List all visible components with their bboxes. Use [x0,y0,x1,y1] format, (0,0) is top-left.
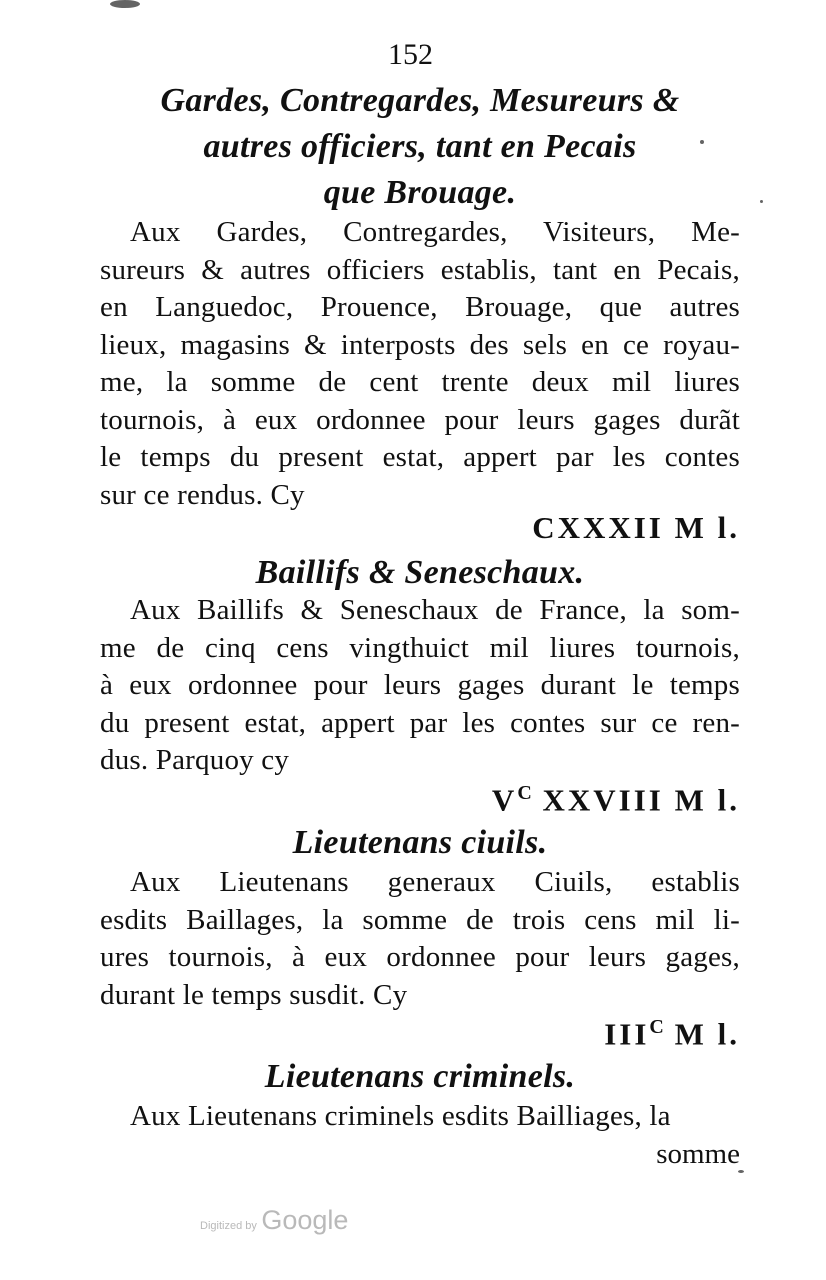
catchword: somme [656,1138,740,1170]
text-line: du present estat, appert par les contes sur ce ren- [100,706,740,739]
amount-rest: XXVIII M l. [531,782,740,818]
text-line: en Languedoc, Prouence, Brouage, que autres [100,291,740,323]
text-line: me, la somme de cent trente deux mil liures [100,366,740,398]
scan-smudge [738,1170,744,1173]
text-line: Aux Lieutenans generaux Ciuils, establis [130,866,740,898]
text-line: durant le temps susdit. Cy [100,978,408,1011]
heading-line: Baillifs & Seneschaux. [255,554,585,591]
section-heading-gardes [100,78,740,216]
section-heading-ciuils [100,820,740,866]
amount-superscript: C [649,1016,664,1038]
heading-line: Gardes, Contregardes, Mesureurs & [160,82,680,119]
heading-line: Lieutenans criminels. [264,1058,576,1095]
scan-smudge [110,0,140,8]
text-line: me de cinq cens vingthuict mil liures tournois, [100,631,740,664]
text-line: sureurs & autres officiers establis, tant en Pecais, [100,253,740,286]
text-line: à eux ordonnee pour leurs gages durant le temps [100,669,740,701]
scan-smudge [700,140,704,144]
paragraph-gardes [100,214,740,514]
heading-line: autres officiers, tant en Pecais [203,128,637,165]
amount-prefix: III [604,1016,650,1052]
heading-line: Lieutenans ciuils. [292,824,548,861]
paragraph-criminels [100,1098,740,1136]
amount-ciuils [604,1016,740,1052]
amount-baillifs [492,782,740,818]
text-line: sur ce rendus. Cy [100,478,305,511]
text-line: le temps du present estat, appert par les contes [100,441,740,473]
scan-smudge [760,200,763,203]
paragraph-ciuils [100,864,740,1014]
google-logo: Google [261,1205,349,1235]
amount-prefix: V [491,782,518,818]
text-line: esdits Baillages, la somme de trois cens mil li- [100,903,740,936]
text-line: ures tournois, à eux ordonnee pour leurs gages, [100,941,740,973]
text-line: lieux, magasins & interposts des sels en ce royau- [100,328,740,361]
text-line: tournois, à eux ordonnee pour leurs gages durãt [100,403,740,436]
text-line: Aux Lieutenans criminels esdits Bailliages, la [130,1100,671,1132]
text-line: Aux Baillifs & Seneschaux de France, la som- [130,594,740,626]
section-heading-criminels [100,1054,740,1100]
digitized-watermark [200,1205,348,1236]
amount-rest: M l. [663,1016,740,1052]
section-heading-baillifs [100,550,740,596]
page-number: 152 [388,38,433,71]
text-line: dus. Parquoy cy [100,744,290,776]
heading-line: que Brouage. [323,174,517,211]
text-line: Aux Gardes, Contregardes, Visiteurs, Me- [130,216,740,248]
paragraph-baillifs [100,592,740,780]
amount-superscript: C [517,782,532,804]
watermark-prefix: Digitized by [200,1220,257,1232]
amount-gardes: CXXXII M l. [532,510,740,545]
